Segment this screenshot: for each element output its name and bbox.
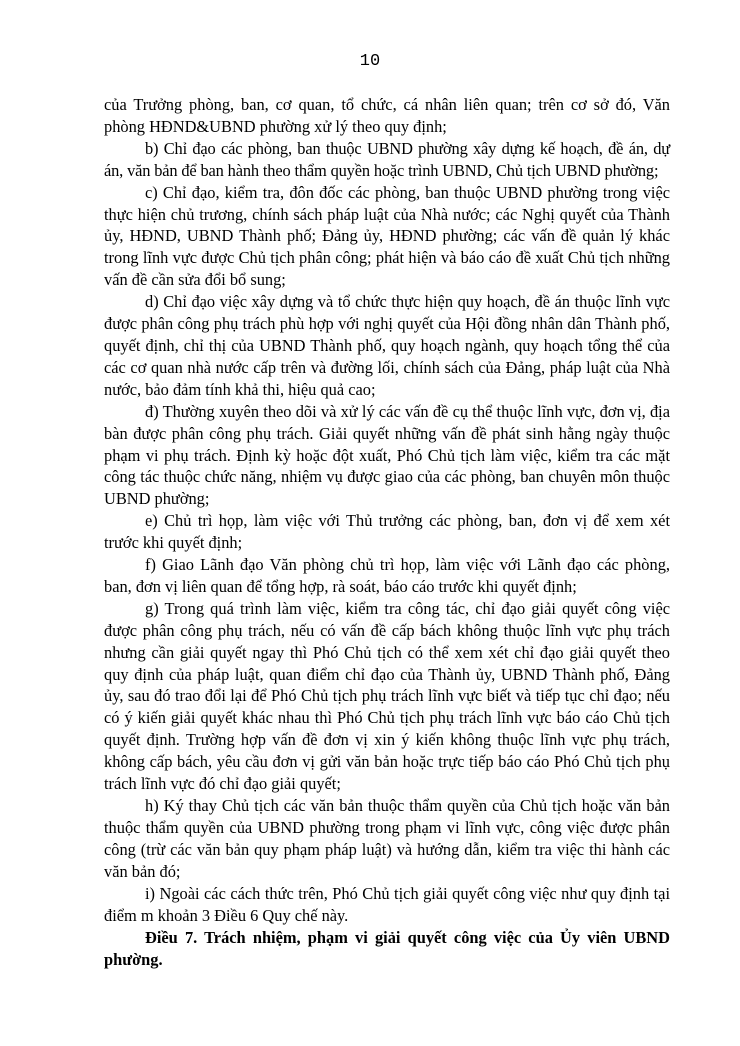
paragraph-item-d: d) Chỉ đạo việc xây dựng và tổ chức thực hiện quy hoạch, đề án thuộc lĩnh vực được phân công phụ trách phù hợp với nghị quyết của Hội đồng nhân dân Thành phố, quyết định, chỉ thị của UBND Thành phố, quy hoạch ngành, quy hoạch tổng thể của các cơ quan nhà nước cấp trên và đường lối, chính sách của Đảng, pháp luật của Nhà nước, bảo đảm tính khả thi, hiệu quả cao; xyxy=(104,292,670,399)
document-body xyxy=(104,94,670,971)
paragraph-item-i: i) Ngoài các cách thức trên, Phó Chủ tịch giải quyết công việc như quy định tại điểm m khoản 3 Điều 6 Quy chế này. xyxy=(104,883,670,925)
article-7-heading: Điều 7. Trách nhiệm, phạm vi giải quyết công việc của Ủy viên UBND phường. xyxy=(104,928,670,970)
paragraph-item-b: b) Chỉ đạo các phòng, ban thuộc UBND phường xây dựng kế hoạch, đề án, dự án, văn bản để ban hành theo thẩm quyền hoặc trình UBND, Chủ tịch UBND phường; xyxy=(104,138,670,180)
paragraph-item-c: c) Chỉ đạo, kiểm tra, đôn đốc các phòng, ban thuộc UBND phường trong việc thực hiện chủ trương, chính sách pháp luật của Nhà nước; các Nghị quyết của Thành ủy, HĐND, UBND Thành phố; Đảng ủy, HĐND phường; các vấn đề quản lý khác trong lĩnh vực được Chủ tịch phân công; phát hiện và báo cáo đề xuất Chủ tịch những vấn đề cần sửa đổi bổ sung; xyxy=(104,182,670,290)
page-number: 10 xyxy=(359,52,381,71)
paragraph-item-g: g) Trong quá trình làm việc, kiểm tra công tác, chỉ đạo giải quyết công việc được phân công phụ trách, nếu có vấn đề cấp bách không thuộc lĩnh vực phụ trách nhưng cần giải quyết ngay thì Phó Chủ tịch có thể xem xét chỉ đạo giải quyết theo quy định của pháp luật, quan điểm chỉ đạo của Thành ủy, UBND Thành phố, Đảng ủy, sau đó trao đổi lại để Phó Chủ tịch phụ trách lĩnh vực biết và tiếp tục chỉ đạo; nếu có ý kiến giải quyết khác nhau thì Phó Chủ tịch phụ trách lĩnh vực báo cáo Chủ tịch quyết định. Trường hợp vấn đề đơn vị xin ý kiến không thuộc lĩnh vực phụ trách, không cấp bách, yêu cầu đơn vị gửi văn bản hoặc trực tiếp báo cáo Phó Chủ tịch phụ trách lĩnh vực đó chỉ đạo giải quyết; xyxy=(104,598,670,794)
paragraph-item-f: f) Giao Lãnh đạo Văn phòng chủ trì họp, làm việc với Lãnh đạo các phòng, ban, đơn vị liên quan để tổng hợp, rà soát, báo cáo trước khi quyết định; xyxy=(104,555,670,596)
paragraph-item-dd: đ) Thường xuyên theo dõi và xử lý các vấn đề cụ thể thuộc lĩnh vực, đơn vị, địa bàn được phân công phụ trách. Giải quyết những vấn đề phát sinh hằng ngày thuộc phạm vi phụ trách. Định kỳ hoặc đột xuất, Phó Chủ tịch làm việc, kiểm tra các mặt công tác thuộc chức năng, nhiệm vụ được giao của các phòng, ban chuyên môn thuộc UBND phường; xyxy=(104,401,670,509)
paragraph-continuation: của Trưởng phòng, ban, cơ quan, tổ chức, cá nhân liên quan; trên cơ sở đó, Văn phòng HĐND&UBND phường xử lý theo quy định; xyxy=(104,95,670,136)
paragraph-item-h: h) Ký thay Chủ tịch các văn bản thuộc thẩm quyền của Chủ tịch hoặc văn bản thuộc thẩm quyền của UBND phường trong phạm vi lĩnh vực, công việc được phân công (trừ các văn bản quy phạm pháp luật) và hướng dẫn, kiểm tra việc thi hành các văn bản đó; xyxy=(104,796,670,881)
paragraph-item-e: e) Chủ trì họp, làm việc với Thủ trưởng các phòng, ban, đơn vị để xem xét trước khi quyết định; xyxy=(104,511,670,553)
